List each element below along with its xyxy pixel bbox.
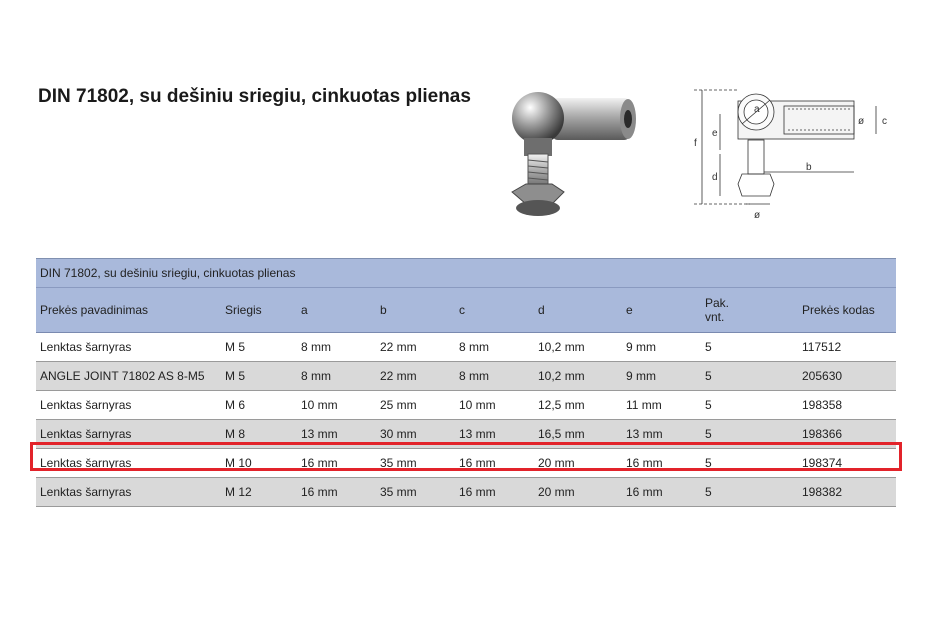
label-dia-bottom: ø (754, 210, 761, 221)
technical-drawing (690, 84, 900, 229)
label-d: d (712, 172, 718, 183)
product-photo (490, 80, 660, 230)
cell-code: 198382 (802, 485, 843, 499)
cell-code: 117512 (802, 340, 842, 354)
header-thread: Sriegis (225, 303, 262, 317)
cell-pack-qty: 5 (705, 456, 712, 470)
cell-d: 10,2 mm (538, 340, 585, 354)
cell-d: 10,2 mm (538, 369, 585, 383)
cell-code: 205630 (802, 369, 843, 383)
cell-name: Lenktas šarnyras (40, 485, 132, 499)
label-b: b (806, 162, 812, 173)
cell-thread: M 8 (225, 427, 246, 441)
cell-a: 16 mm (301, 456, 338, 470)
table-row (36, 391, 896, 420)
cell-code: 198374 (802, 456, 843, 470)
cell-e: 11 mm (626, 398, 662, 412)
header-b: b (380, 303, 387, 317)
cell-d: 12,5 mm (538, 398, 585, 412)
cell-d: 20 mm (538, 456, 575, 470)
cell-pack-qty: 5 (705, 485, 712, 499)
cell-b: 22 mm (380, 369, 417, 383)
cell-code: 198366 (802, 427, 843, 441)
header-name: Prekės pavadinimas (40, 303, 149, 317)
cell-name: Lenktas šarnyras (40, 456, 132, 470)
label-a: a (754, 104, 760, 115)
cell-name: Lenktas šarnyras (40, 398, 132, 412)
cell-pack-qty: 5 (705, 340, 712, 354)
cell-b: 35 mm (380, 485, 417, 499)
cell-thread: M 5 (225, 369, 246, 383)
label-c: c (882, 116, 887, 127)
header-d: d (538, 303, 545, 317)
table-row (36, 362, 896, 391)
header-code: Prekės kodas (802, 303, 875, 317)
cell-b: 25 mm (380, 398, 417, 412)
cell-pack-qty: 5 (705, 427, 712, 441)
label-f: f (694, 138, 697, 149)
cell-c: 16 mm (459, 456, 496, 470)
table-row (36, 333, 896, 362)
table-header-row (36, 287, 896, 333)
table-row (36, 478, 896, 507)
cell-a: 16 mm (301, 485, 338, 499)
header-pack-qty: Pak. vnt. (705, 296, 730, 324)
cell-a: 13 mm (301, 427, 338, 441)
cell-name: ANGLE JOINT 71802 AS 8-M5 (40, 369, 205, 383)
cell-a: 8 mm (301, 369, 331, 383)
label-dia-top: ø (858, 116, 865, 127)
cell-code: 198358 (802, 398, 843, 412)
cell-b: 35 mm (380, 456, 417, 470)
cell-e: 13 mm (626, 427, 663, 441)
cell-c: 8 mm (459, 369, 489, 383)
cell-pack-qty: 5 (705, 369, 712, 383)
header-a: a (301, 303, 308, 317)
cell-a: 10 mm (301, 398, 338, 412)
cell-c: 16 mm (459, 485, 496, 499)
cell-thread: M 12 (225, 485, 252, 499)
selected-row-highlight (30, 442, 902, 471)
cell-e: 9 mm (626, 340, 656, 354)
cell-c: 8 mm (459, 340, 489, 354)
cell-b: 30 mm (380, 427, 417, 441)
cell-e: 16 mm (626, 485, 663, 499)
label-e: e (712, 128, 718, 139)
cell-d: 20 mm (538, 485, 575, 499)
product-title: DIN 71802, su dešiniu sriegiu, cinkuotas plienas (38, 86, 471, 107)
cell-a: 8 mm (301, 340, 331, 354)
header-e: e (626, 303, 633, 317)
cell-name: Lenktas šarnyras (40, 340, 132, 354)
cell-thread: M 5 (225, 340, 246, 354)
cell-name: Lenktas šarnyras (40, 427, 132, 441)
cell-e: 9 mm (626, 369, 656, 383)
cell-pack-qty: 5 (705, 398, 712, 412)
cell-c: 13 mm (459, 427, 496, 441)
cell-thread: M 10 (225, 456, 252, 470)
header-c: c (459, 303, 465, 317)
table-title: DIN 71802, su dešiniu sriegiu, cinkuotas plienas (36, 258, 896, 287)
cell-e: 16 mm (626, 456, 663, 470)
cell-thread: M 6 (225, 398, 246, 412)
cell-d: 16,5 mm (538, 427, 585, 441)
cell-b: 22 mm (380, 340, 417, 354)
cell-c: 10 mm (459, 398, 496, 412)
